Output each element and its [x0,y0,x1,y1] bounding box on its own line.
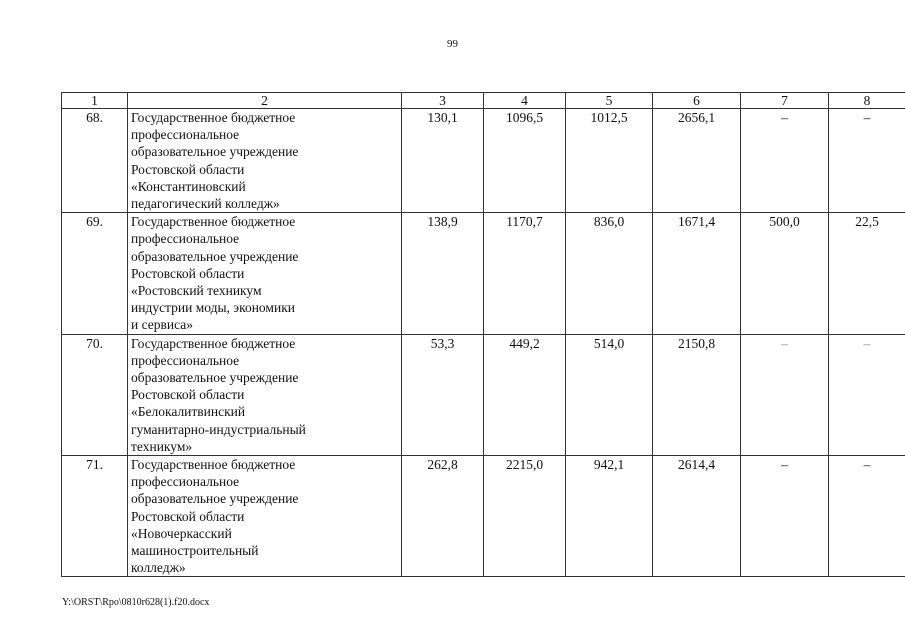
cell-col6: 2656,1 [653,109,741,213]
name-line: образовательное учреждение [131,144,299,160]
cell-col7: – [741,334,829,455]
column-header: 3 [402,93,484,109]
name-line: гуманитарно-индустриальный [131,421,306,437]
cell-col3: 53,3 [402,334,484,455]
cell-col5: 836,0 [566,213,653,334]
name-line: Ростовской области [131,265,245,281]
table-row [62,456,905,577]
column-header: 2 [128,93,402,109]
column-header: 6 [653,93,741,109]
cell-col4: 1170,7 [484,213,566,334]
column-header: 8 [829,93,905,109]
name-line: образовательное учреждение [131,248,299,264]
cell-col7: – [741,109,829,213]
column-header: 5 [566,93,653,109]
name-line: «Новочеркасский [131,525,232,541]
cell-col5: 942,1 [566,456,653,577]
cell-col4: 2215,0 [484,456,566,577]
name-line: Государственное бюджетное [131,110,296,125]
cell-col6: 2614,4 [653,456,741,577]
name-line: Ростовской области [131,387,245,403]
table-row [62,213,905,334]
cell-col8: – [829,109,905,213]
institution-name [128,109,402,213]
name-line: техникум» [131,438,193,454]
row-number: 70. [62,334,128,455]
footer-file-path: Y:\ORST\Rpo\0810r628(1).f20.docx [62,597,210,608]
name-line: педагогический колледж» [131,196,280,212]
name-line: профессиональное [131,474,240,490]
column-header: 4 [484,93,566,109]
cell-col6: 2150,8 [653,334,741,455]
name-line: «Белокалитвинский [131,404,246,420]
institution-name [128,213,402,334]
name-line: машиностроительный [131,543,259,559]
page-number: 99 [447,38,458,50]
cell-col3: 130,1 [402,109,484,213]
cell-col5: 514,0 [566,334,653,455]
cell-col4: 449,2 [484,334,566,455]
table-header-row [62,93,905,109]
name-line: Ростовской области [131,161,245,177]
data-table [61,92,905,577]
name-line: и сервиса» [131,317,193,333]
cell-col3: 138,9 [402,213,484,334]
name-line: профессиональное [131,127,240,143]
cell-col8: – [829,334,905,455]
institution-name [128,456,402,577]
row-number: 69. [62,213,128,334]
name-line: профессиональное [131,231,240,247]
cell-col7: – [741,456,829,577]
cell-col6: 1671,4 [653,213,741,334]
column-header: 1 [62,93,128,109]
name-line: Ростовской области [131,508,245,524]
column-header: 7 [741,93,829,109]
name-line: индустрии моды, экономики [131,300,295,316]
name-line: профессиональное [131,352,240,368]
name-line: образовательное учреждение [131,491,299,507]
cell-col3: 262,8 [402,456,484,577]
cell-col8: – [829,456,905,577]
name-line: «Ростовский техникум [131,283,262,299]
row-number: 71. [62,456,128,577]
table-row [62,109,905,213]
table-row [62,334,905,455]
name-line: Государственное бюджетное [131,457,296,473]
cell-col4: 1096,5 [484,109,566,213]
name-line: Государственное бюджетное [131,214,296,230]
cell-col8: 22,5 [829,213,905,334]
name-line: Государственное бюджетное [131,335,296,351]
cell-col5: 1012,5 [566,109,653,213]
name-line: «Константиновский [131,178,246,194]
name-line: образовательное учреждение [131,370,299,386]
institution-name [128,334,402,455]
row-number: 68. [62,109,128,213]
cell-col7: 500,0 [741,213,829,334]
name-line: колледж» [131,560,186,576]
